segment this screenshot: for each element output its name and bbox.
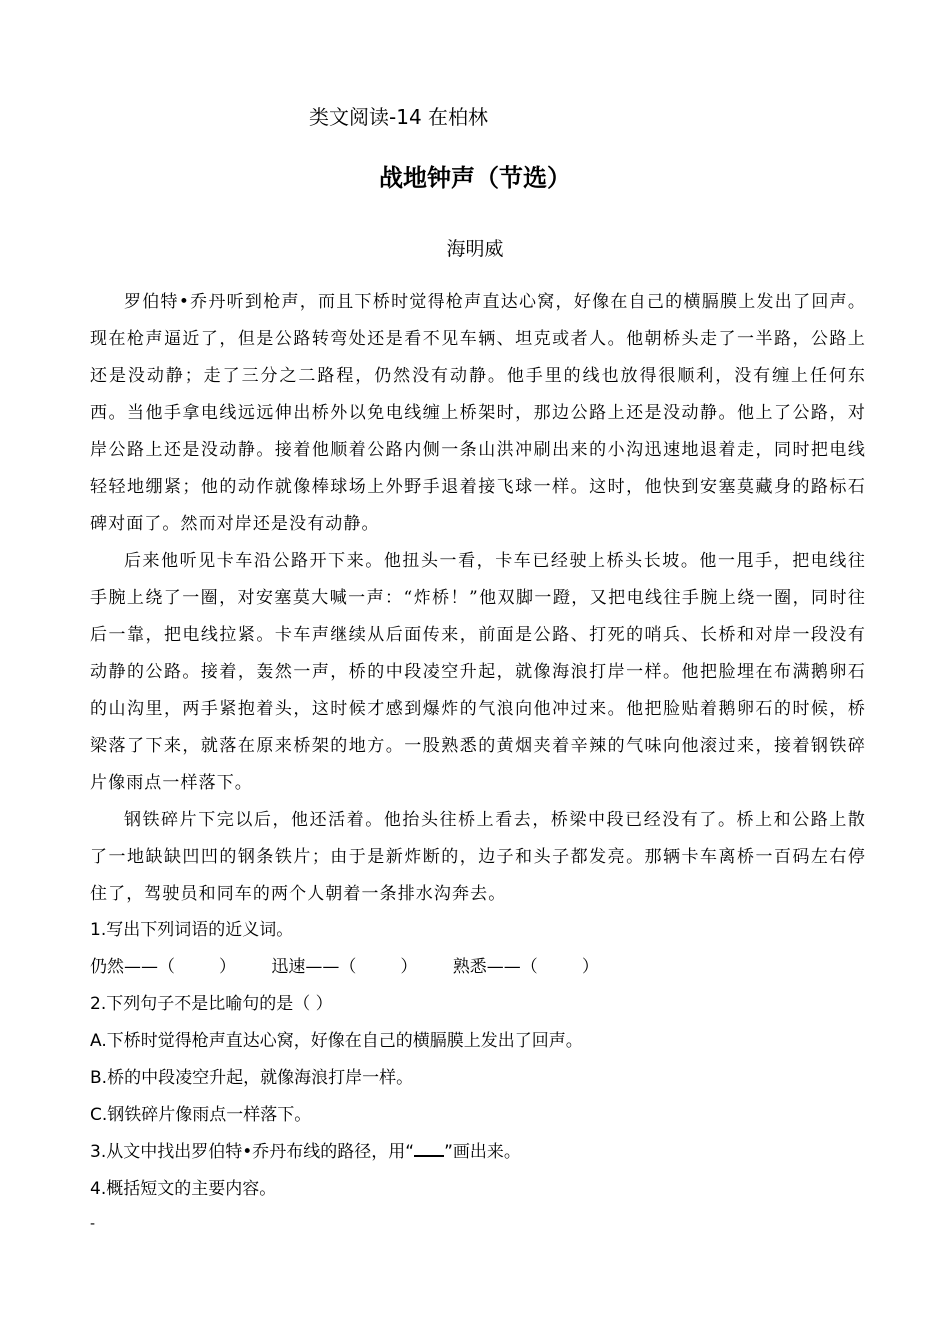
- question-1-items: [90, 949, 866, 986]
- question-2-option-b: B.桥的中段凌空升起，就像海浪打岸一样。: [90, 1068, 414, 1088]
- article-body: [90, 284, 866, 913]
- question-4: 4.概括短文的主要内容。: [90, 1179, 277, 1199]
- paragraph-1: 罗伯特•乔丹听到枪声，而且下桥时觉得枪声直达心窝，好像在自己的横膈膜上发出了回声。现在枪声逼近了，但是公路转弯处还是看不见车辆、坦克或者人。他朝桥头走了一半路，公路上还是没动静；走了三分之二路程，仍然没有动静。他手里的线也放得很顺利，没有缠上任何东西。当他手拿电线远远伸出桥外以免电线缠上桥架时，那边公路上还是没动静。他上了公路，对岸公路上还是没动静。接着他顺着公路内侧一条山洪冲刷出来的小沟迅速地退着走，同时把电线轻轻地绷紧；他的动作就像棒球场上外野手退着接飞球一样。这时，他快到安塞莫藏身的路标石碑对面了。然而对岸还是没有动静。: [90, 292, 866, 534]
- question-1: 1.写出下列词语的近义词。: [90, 920, 294, 940]
- question-section: [90, 912, 866, 1208]
- question-3: [90, 1134, 866, 1171]
- synonym-item-2: [271, 949, 417, 986]
- synonym-word-3: 熟悉——（: [452, 957, 538, 977]
- synonym-word-2: 迅速——（: [271, 957, 357, 977]
- question-2-option-c: C.钢铁碎片像雨点一样落下。: [90, 1105, 312, 1125]
- paragraph-2: 后来他听见卡车沿公路开下来。他扭头一看，卡车已经驶上桥头长坡。他一甩手，把电线往手腕上绕了一圈，对安塞莫大喊一声：“炸桥！”他双脚一蹬，又把电线往手腕上绕一圈，同时往后一靠，把电线拉紧。卡车声继续从后面传来，前面是公路、打死的哨兵、长桥和对岸一段没有动静的公路。接着，轰然一声，桥的中段凌空升起，就像海浪打岸一样。他把脸埋在布满鹅卵石的山沟里，两手紧抱着头，这时候才感到爆炸的气浪向他冲过来。他把脸贴着鹅卵石的时候，桥梁落了下来，就落在原来桥架的地方。一股熟悉的黄烟夹着辛辣的气味向他滚过来，接着钢铁碎片像雨点一样落下。: [90, 551, 866, 793]
- question-3-prefix: 3.从文中找出罗伯特•乔丹布线的路径，用“: [90, 1142, 415, 1162]
- synonym-item-1: [90, 949, 236, 986]
- synonym-close-2: ）: [400, 957, 418, 977]
- synonym-word-1: 仍然——（: [90, 957, 175, 977]
- synonym-item-3: [453, 949, 599, 986]
- question-2-option-a: A.下桥时觉得枪声直达心窝，好像在自己的横膈膜上发出了回声。: [90, 1031, 583, 1051]
- synonym-close-1: ）: [219, 957, 236, 977]
- underline-mark: [414, 1141, 444, 1157]
- paragraph-3: 钢铁碎片下完以后，他还活着。他抬头往桥上看去，桥梁中段已经没有了。桥上和公路上散了一地缺缺凹凹的钢条铁片；由于是新炸断的，边子和头子都发亮。那辆卡车离桥一百码左右停住了，驾驶员和同车的两个人朝着一条排水沟奔去。: [90, 810, 866, 904]
- question-2: 2.下列句子不是比喻句的是（ ）: [90, 994, 333, 1014]
- lesson-header: 类文阅读-14 在柏林: [309, 105, 489, 129]
- question-3-suffix: ”画出来。: [444, 1142, 521, 1162]
- article-author: 海明威: [446, 238, 504, 260]
- article-title: 战地钟声（节选）: [379, 163, 571, 192]
- page-tail-mark: -: [90, 1216, 96, 1232]
- synonym-close-3: ）: [581, 957, 599, 977]
